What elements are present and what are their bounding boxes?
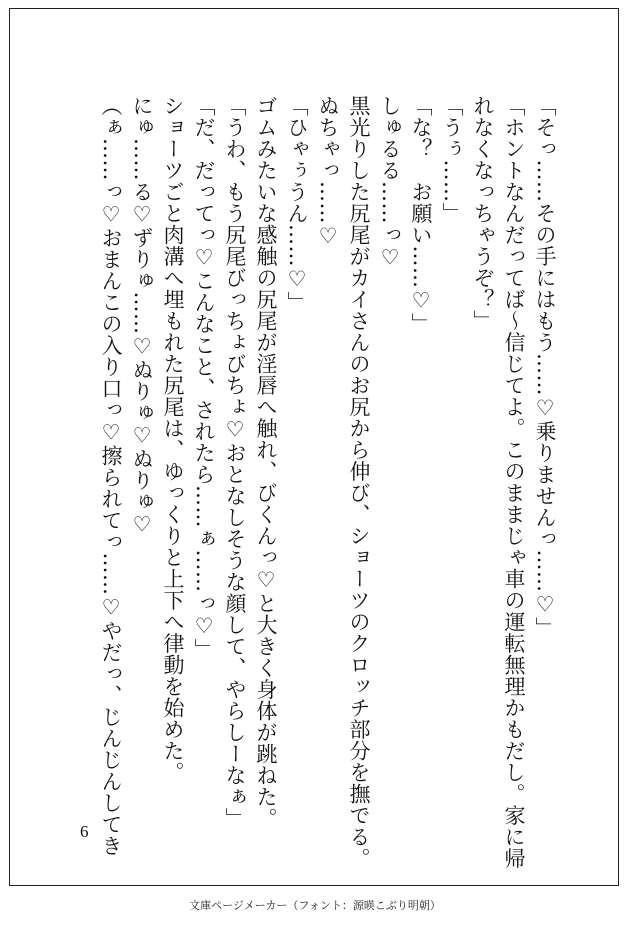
text-line: 「そっ……その手にはもう……♡乗りませんっ……♡」 [533, 95, 557, 639]
text-line: （ぁ……っ♡おまんこの入り口っ♡擦られてっ……♡やだっ、じんじんしてき [99, 95, 123, 857]
text-line: ショーツごと肉溝へ埋もれた尻尾は、ゆっくりと上下へ律動を始めた。 [161, 95, 185, 783]
text-line: 「な？ お願い……♡」 [409, 95, 433, 335]
text-line: れなくなっちゃうぞ？」 [471, 95, 495, 332]
text-line: 「ひゃぅうん……♡」 [285, 95, 309, 313]
text-line: 「うわ、もう尻尾びっちょびちょ♡おとなしそうな顔して、やらしーなぁ」 [223, 95, 247, 829]
text-line: しゅるる……っ♡ [378, 95, 402, 270]
text-line: 「ホントなんだってば～信じてよ。このままじゃ車の運転無理かもだし。家に帰 [502, 95, 526, 869]
text-line: ぬちゃっ……♡ [316, 95, 340, 249]
text-line: 「だ、だってっ♡こんなこと、されたら……ぁ……っ♡」 [192, 95, 216, 660]
footer-caption: 文庫ページメーカー（フォント：源暎こぶり明朝） [189, 899, 441, 912]
vertical-body-text [95, 95, 560, 869]
text-line: にゅ……る♡ずりゅ……♡ぬりゅ♡ぬりゅ♡ [130, 95, 154, 537]
text-line: 黒光りした尻尾がカイさんのお尻から伸び、ショーツのクロッチ部分を撫でる。 [347, 95, 371, 869]
text-line: ゴムみたいな感触の尻尾が淫唇へ触れ、びくんっ♡と大きく身体が跳ねた。 [254, 95, 278, 829]
page-number: 6 [80, 822, 89, 841]
text-line: 「うぅ……」 [440, 95, 464, 224]
